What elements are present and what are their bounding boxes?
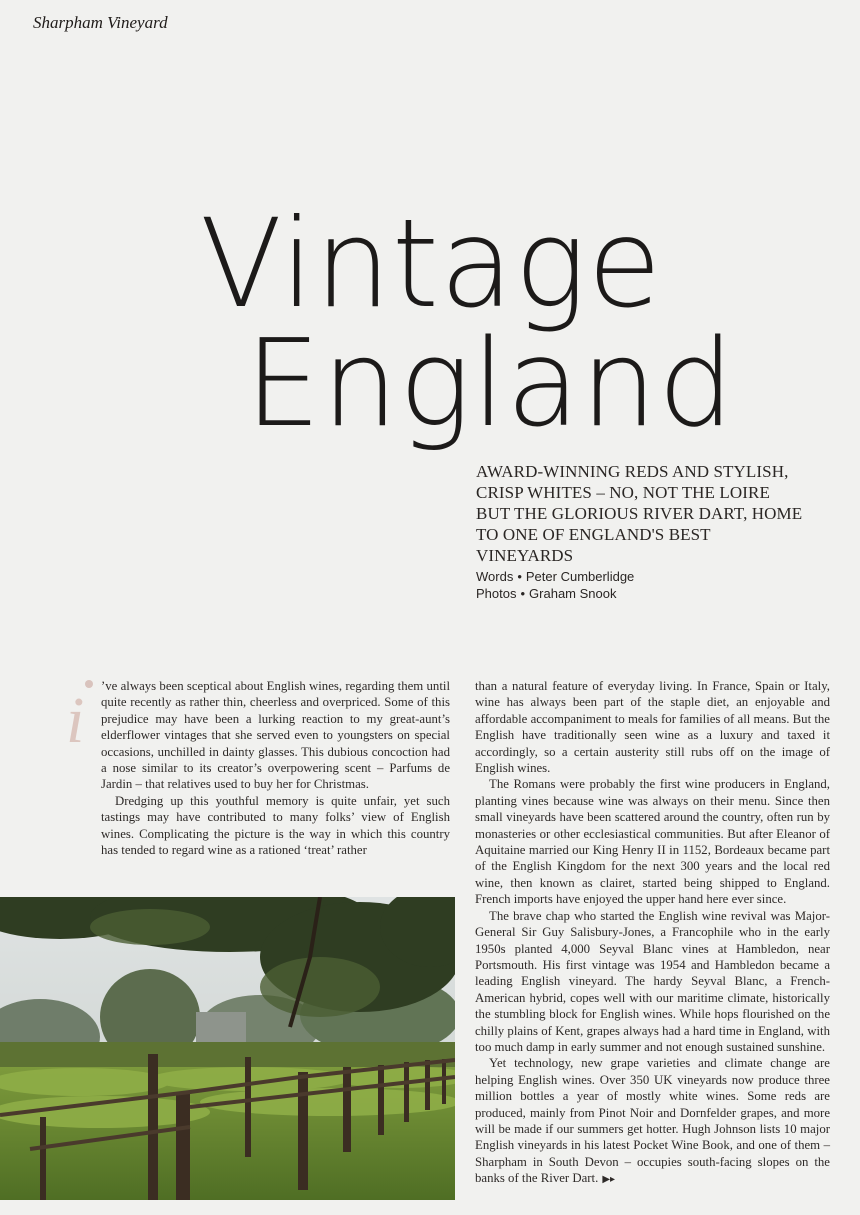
drop-cap [64,676,98,756]
vineyard-photo-illustration [0,897,455,1200]
paragraph-text: Yet technology, new grape varieties and climate change are helping English wines. Over 350 UK vineyards now produce three million bottles a year of mostly white wines. Some reds are produced, mainly from Pinot Noir and Dornfelder grapes, and more will be made if our summers get hotter. Hugh Johnson lists 10 major English vineyards in his latest Pocket Wine Book, and one of them – Sharpham in South Devon – occupies south-facing slopes on the banks of the River Dart. [475,1056,830,1186]
standfirst: AWARD-WINNING REDS AND STYLISH, CRISP WHITES – NO, NOT THE LOIRE BUT THE GLORIOUS RIVER DART, HOME TO ONE OF ENGLAND'S BEST VINEYARDS [476,462,803,565]
paragraph: ’ve always been sceptical about English wines, regarding them until quite recently as rather thin, cheerless and overpriced. Some of this prejudice may have been a lurking reaction to my great-aunt’s elderflower vintages that she served even to youngsters on special occasions, unchilled in dainty glasses. This dubious concoction had a nose similar to its creator’s overpowering scent – Parfums de Jardin – that relatives used to buy her for Christmas. [101,679,450,792]
credits [476,568,634,602]
credit-photos-label: Photos [476,586,517,601]
paragraph: Dredging up this youthful memory is quite unfair, yet such tastings may have contributed to many folks’ view of English wines. Complicating the picture is the way in which this country has tended to regard wine as a rationed ‘treat’ rather [101,793,450,858]
credit-words-name: Peter Cumberlidge [525,569,635,584]
credit-photos-name: Graham Snook [529,586,617,601]
bullet-icon: • [517,569,522,584]
body-column-left [101,678,450,858]
drop-cap-dot-icon [85,680,93,688]
vineyard-photo [0,897,455,1200]
paragraph [475,1055,830,1188]
paragraph: than a natural feature of everyday living. In France, Spain or Italy, wine has always been part of the staple diet, an enjoyable and affordable accompaniment to meals for families of all means. But the English have traditionally seen wine as a luxury and taxed it accordingly, so a certain austerity still rubs off on the image of English wines. [475,679,830,776]
continue-arrow-icon: ▶▸ [602,1174,616,1186]
paragraph: The Romans were probably the first wine producers in England, planting vines because wine was always on their menu. Since then small vineyards have been scattered around the country, often run by monasteries or other ecclesiastical communities. But after Eleanor of Aquitaine married our King Henry II in 1152, Bordeaux became part of the English Kingdom for the next 300 years and the local red wine, then known as clairet, started being shipped to England. French imports have enjoyed the upper hand here ever since. [475,777,830,907]
body-column-right [475,678,830,1189]
drop-cap-letter: i [66,684,85,757]
credit-photos [476,585,634,602]
paragraph: The brave chap who started the English wine revival was Major-General Sir Guy Salisbury-Jones, a Francophile who in the early 1950s planted 4,000 Seyval Blanc vines at Hambledon, near Portsmouth. His first vintage was 1954 and Hambledon became a leading English vineyard. The hardy Seyval Blanc, a French-American hybrid, copes well with our maritime climate, historically the stumbling block for English wines. While hops flourished on the chilly plains of Kent, grapes always had a hard time in England, with too much damp in early summer and not enough sustained sunshine. [475,908,830,1054]
title-line-1: Vintage [200,193,663,336]
title-line-2: England [245,315,735,454]
bullet-icon: • [520,586,526,601]
credit-words [476,568,634,585]
section-label: Sharpham Vineyard [33,13,168,32]
credit-words-label: Words [476,569,514,584]
